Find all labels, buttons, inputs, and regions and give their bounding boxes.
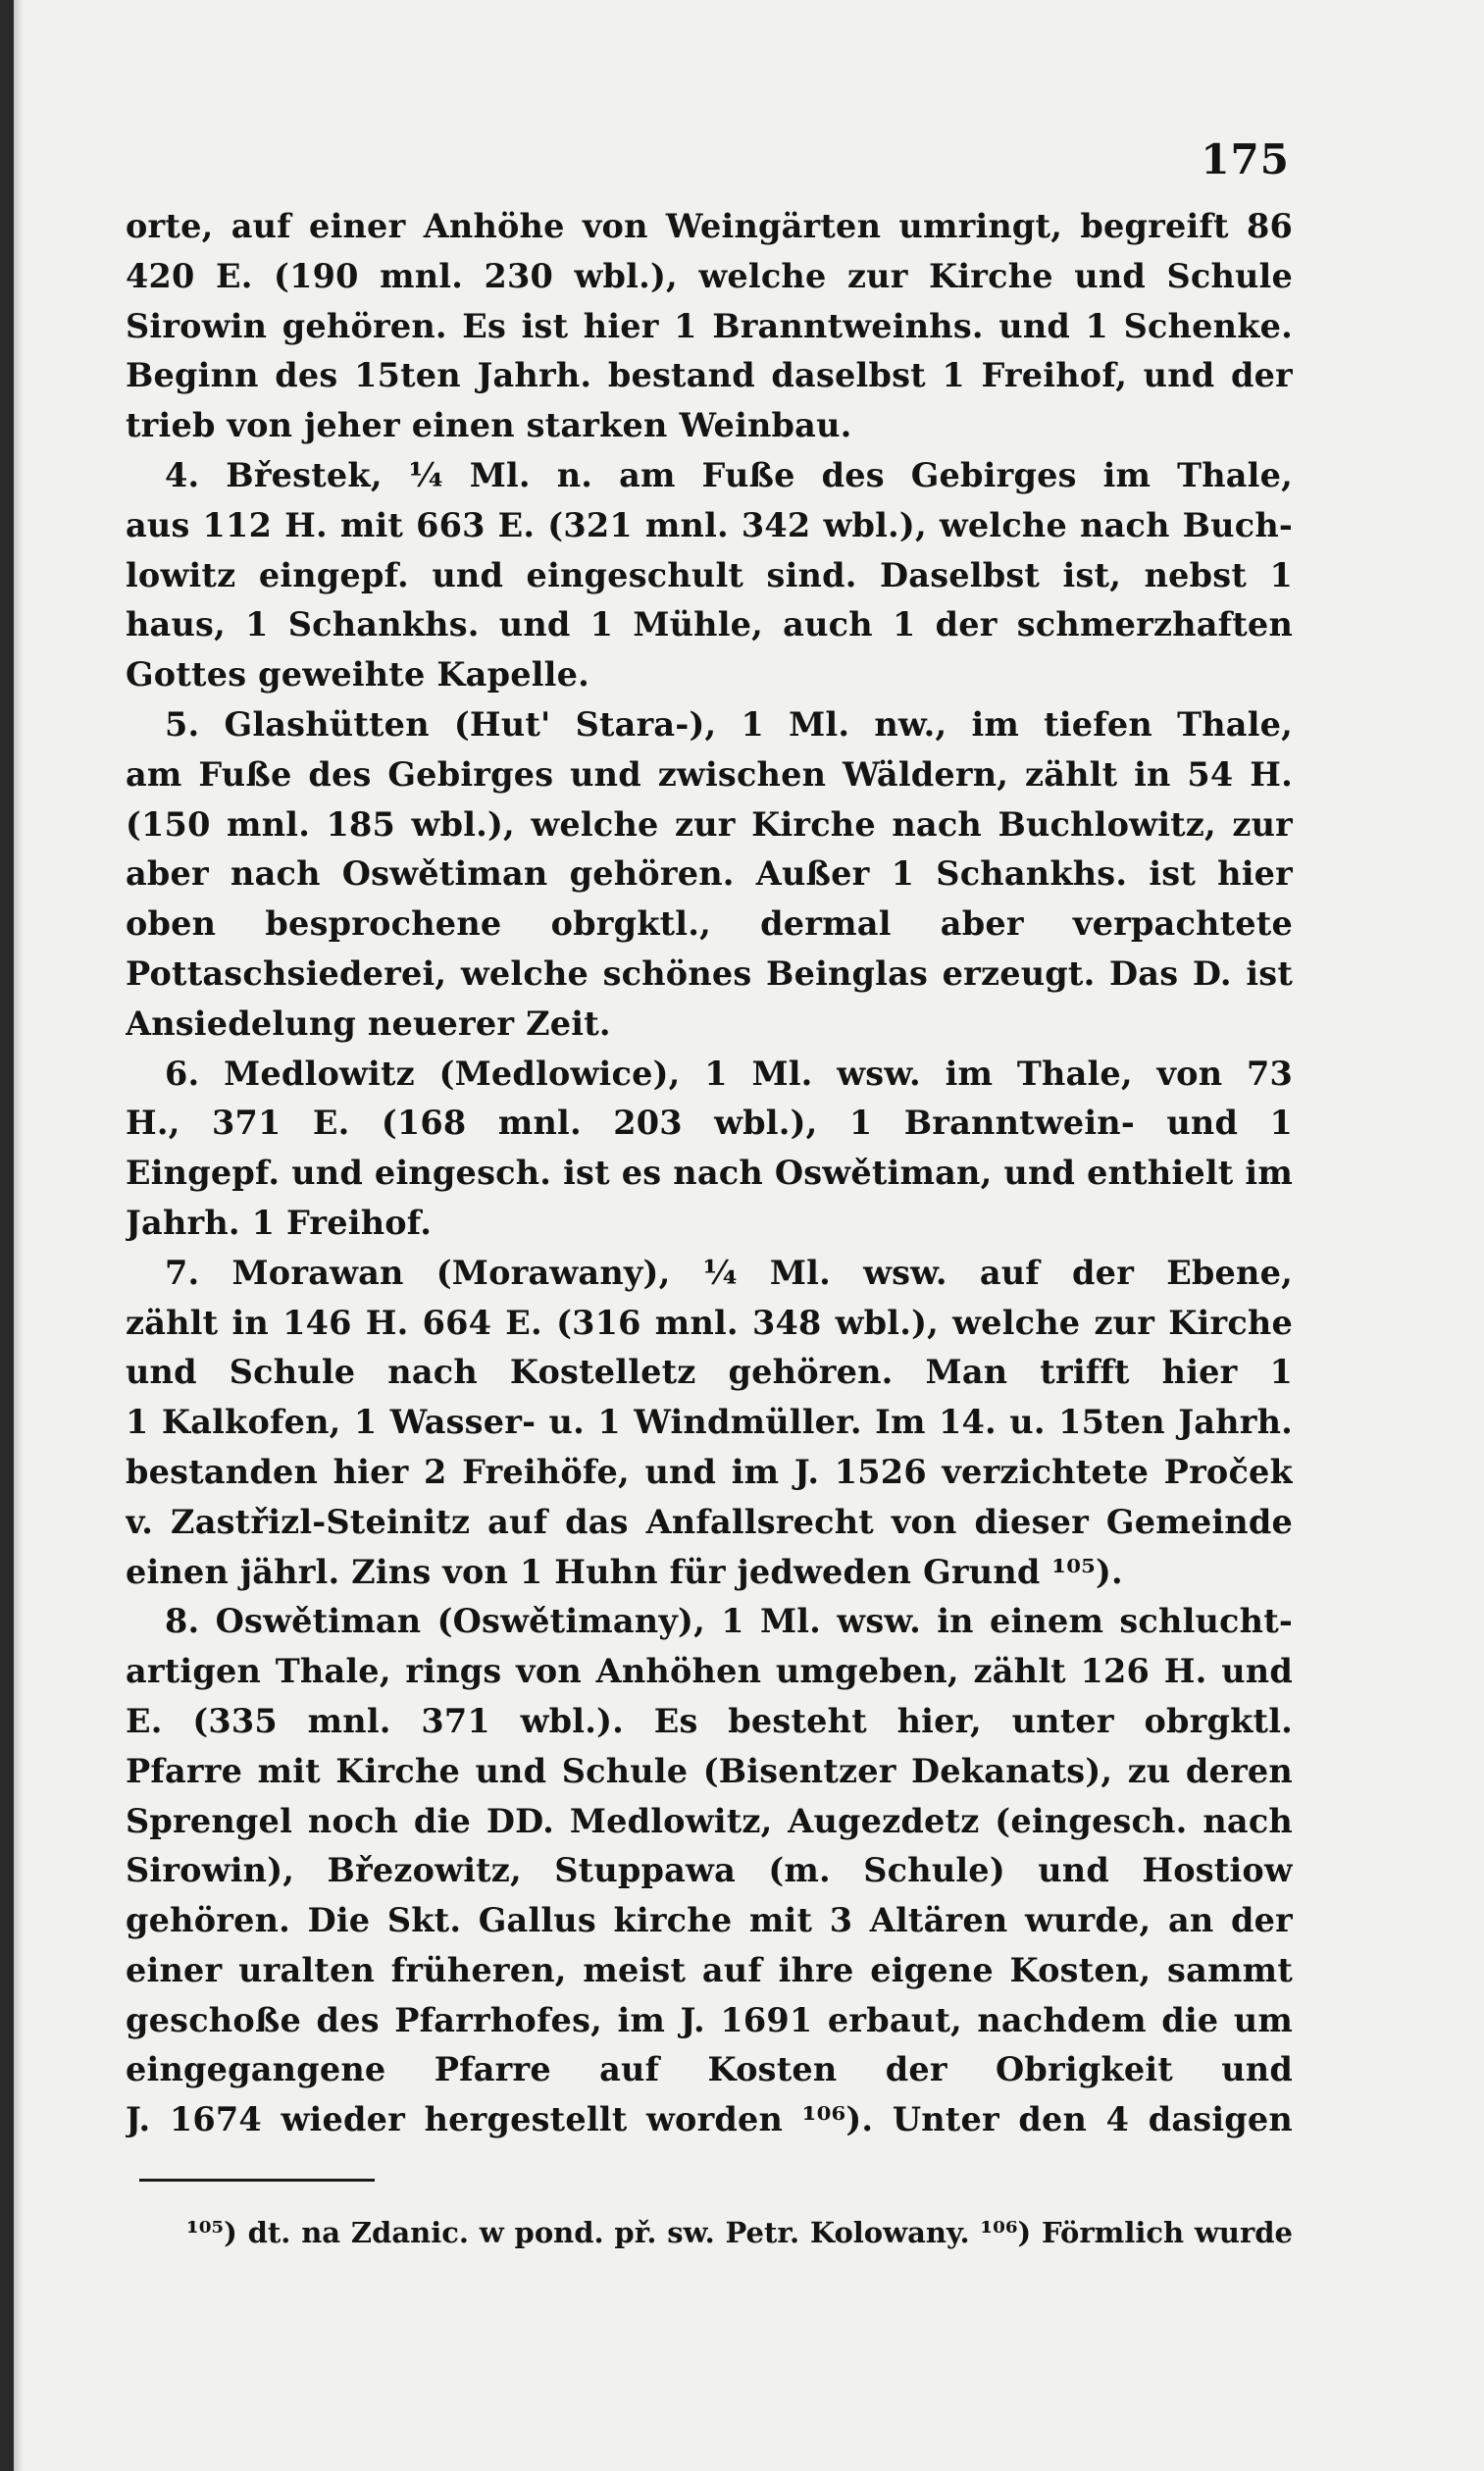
text-line: 8. Oswětiman (Oswětimany), 1 Ml. wsw. in einem schlucht- [165, 1602, 1293, 1641]
text-line: aus 112 H. mit 663 E. (321 mnl. 342 wbl.), welche nach Buch- [126, 505, 1293, 544]
text-line: aber nach Oswětiman gehören. Außer 1 Schankhs. ist hier [126, 854, 1293, 894]
text-line: v. Zastřizl-Steinitz auf das Anfallsrecht von dieser Gemeinde [126, 1502, 1293, 1541]
text-line: zählt in 146 H. 664 E. (316 mnl. 348 wbl.), welche zur Kirche [126, 1303, 1293, 1342]
text-line: geschoße des Pfarrhofes, im J. 1691 erbaut, nachdem die um [126, 2000, 1293, 2039]
text-line: E. (335 mnl. 371 wbl.). Es besteht hier, unter obrgktl. [126, 1701, 1293, 1740]
text-line: oben besprochene obrgktl., dermal aber verpachtete [126, 904, 1293, 944]
text-line: und Schule nach Kostelletz gehören. Man trifft hier 1 [126, 1353, 1293, 1392]
text-line: 7. Morawan (Morawany), ¼ Ml. wsw. auf der Ebene, [165, 1253, 1293, 1292]
text-line: Gottes geweihte Kapelle. [126, 655, 589, 695]
text-line: J. 1674 wieder hergestellt worden ¹⁰⁶). Unter den 4 dasigen [126, 2100, 1293, 2139]
footnote-text: ¹⁰⁵) dt. na Zdanic. w pond. př. sw. Petr. Kolowany. ¹⁰⁶) Förmlich wurde [186, 2216, 1293, 2249]
text-line: Pfarre mit Kirche und Schule (Bisentzer Dekanats), zu deren [126, 1751, 1293, 1790]
page-gutter-shadow [14, 0, 24, 2471]
text-line: H., 371 E. (168 mnl. 203 wbl.), 1 Branntwein- und 1 [126, 1104, 1293, 1143]
text-line: gehören. Die Skt. Gallus kirche mit 3 Altären wurde, an der [126, 1901, 1293, 1940]
text-line: 1 Kalkofen, 1 Wasser- u. 1 Windmüller. Im 14. u. 15ten Jahrh. [126, 1403, 1293, 1442]
page-number: 175 [1201, 135, 1290, 183]
text-line: Sirowin gehören. Es ist hier 1 Branntweinhs. und 1 Schenke. [126, 306, 1293, 345]
text-line: Sprengel noch die DD. Medlowitz, Augezdetz (eingesch. nach [126, 1801, 1293, 1840]
text-line: Sirowin), Březowitz, Stuppawa (m. Schule) und Hostiow [126, 1851, 1293, 1890]
footnote-separator [139, 2179, 375, 2182]
text-line: haus, 1 Schankhs. und 1 Mühle, auch 1 der schmerzhaften [126, 605, 1293, 644]
text-line: 5. Glashütten (Hut' Stara-), 1 Ml. nw., im tiefen Thale, [165, 704, 1293, 744]
book-spine-edge [0, 0, 14, 2471]
text-line: Beginn des 15ten Jahrh. bestand daselbst 1 Freihof, und der [126, 356, 1293, 395]
text-line: Pottaschsiederei, welche schönes Beinglas erzeugt. Das D. ist [126, 953, 1293, 993]
text-line: lowitz eingepf. und eingeschult sind. Daselbst ist, nebst 1 [126, 555, 1293, 594]
text-line: 420 E. (190 mnl. 230 wbl.), welche zur Kirche und Schule [126, 256, 1293, 295]
text-line: bestanden hier 2 Freihöfe, und im J. 1526 verzichtete Proček [126, 1452, 1293, 1491]
text-line: 4. Břestek, ¼ Ml. n. am Fuße des Gebirges im Thale, [165, 455, 1293, 494]
text-line: am Fuße des Gebirges und zwischen Wäldern, zählt in 54 H. [126, 754, 1293, 794]
text-line: trieb von jeher einen starken Weinbau. [126, 406, 852, 445]
text-line: (150 mnl. 185 wbl.), welche zur Kirche nach Buchlowitz, zur [126, 804, 1293, 844]
body-text [126, 202, 1293, 2145]
text-line: Ansiedelung neuerer Zeit. [126, 1004, 611, 1043]
text-line: artigen Thale, rings von Anhöhen umgeben, zählt 126 H. und [126, 1652, 1293, 1691]
text-line: Eingepf. und eingesch. ist es nach Oswětiman, und enthielt im [126, 1154, 1293, 1193]
text-line: orte, auf einer Anhöhe von Weingärten umringt, begreift 86 [126, 207, 1293, 245]
text-line: 6. Medlowitz (Medlowice), 1 Ml. wsw. im Thale, von 73 [165, 1054, 1293, 1093]
text-line: eingegangene Pfarre auf Kosten der Obrigkeit und [126, 2050, 1293, 2089]
text-line: einen jährl. Zins von 1 Huhn für jedweden Grund ¹⁰⁵). [126, 1552, 1123, 1591]
text-line: Jahrh. 1 Freihof. [126, 1203, 433, 1242]
text-line: einer uralten früheren, meist auf ihre eigene Kosten, sammt [126, 1950, 1293, 1989]
